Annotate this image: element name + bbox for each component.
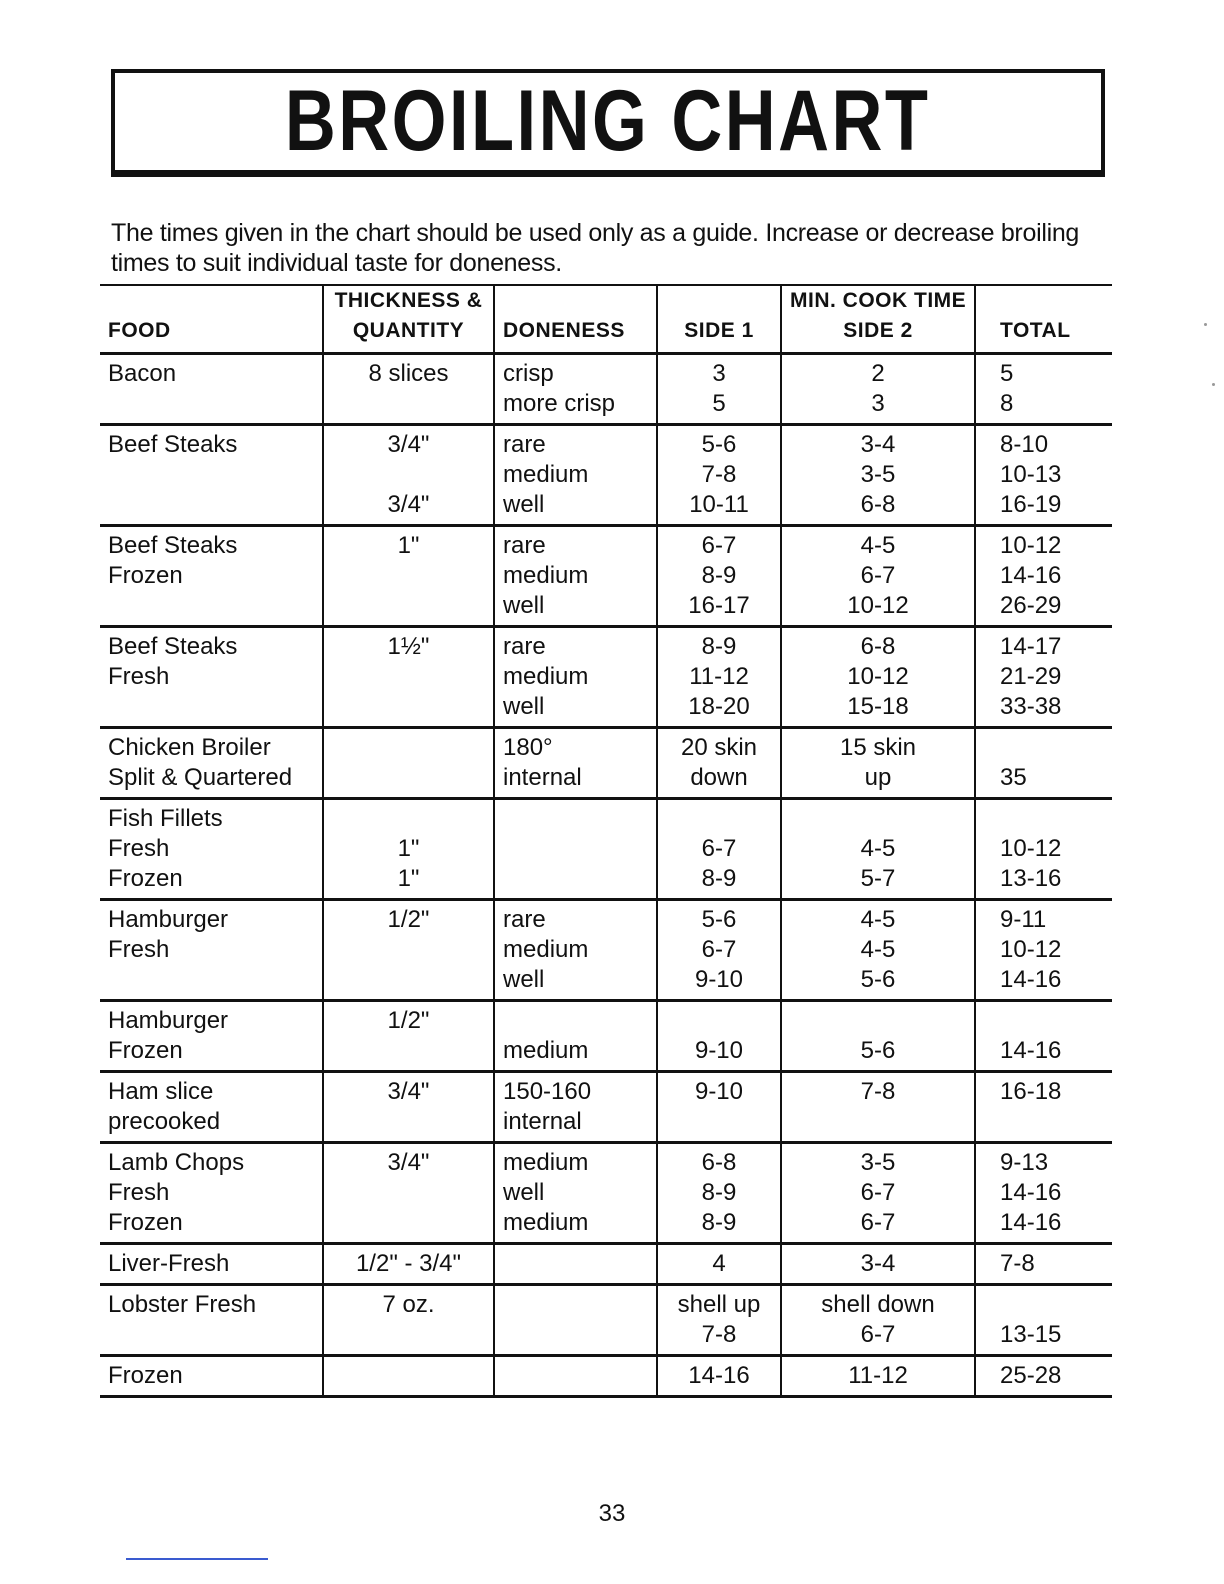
cell-line: 11-12 (848, 1362, 908, 1389)
cell-line (332, 1036, 485, 1066)
cell-line: medium (503, 461, 589, 488)
cell-line: Fresh (108, 663, 170, 690)
doneness-cell (494, 1285, 657, 1356)
thickness-cell (323, 627, 494, 728)
cell-line: shell down (821, 1291, 935, 1318)
side2-cell (781, 1143, 975, 1244)
food-cell (100, 627, 323, 728)
cell-line: 8 (1000, 390, 1014, 417)
cell-line: more crisp (503, 390, 616, 417)
broiling-table (100, 284, 1112, 1398)
header-doneness: DONENESS (494, 285, 657, 354)
cell-line: rare (503, 431, 546, 458)
cell-line: 3/4" (387, 1078, 430, 1105)
cell-line: up (864, 764, 892, 791)
cell-line: Split & Quartered (108, 764, 293, 791)
cell-line (332, 1320, 485, 1350)
cell-line: 4 (712, 1250, 726, 1277)
cell-line: 16-18 (1000, 1078, 1062, 1105)
cell-line (666, 1107, 772, 1137)
food-cell (100, 1285, 323, 1356)
cell-line: 14-16 (1000, 562, 1062, 589)
food-cell (100, 1143, 323, 1244)
doneness-cell (494, 1356, 657, 1397)
cell-line: 6-7 (860, 1209, 896, 1236)
total-cell (975, 1001, 1112, 1072)
cell-line: down (690, 764, 748, 791)
side1-cell (657, 425, 781, 526)
cell-line: Fresh (108, 835, 170, 862)
thickness-cell (323, 425, 494, 526)
total-cell (975, 1285, 1112, 1356)
cell-line: 5-6 (701, 431, 737, 458)
cell-line (108, 389, 314, 419)
table-row (100, 425, 1112, 526)
food-cell (100, 526, 323, 627)
side2-cell (781, 425, 975, 526)
cell-line: 3/4" (387, 491, 430, 518)
cell-line: medium (503, 562, 589, 589)
cell-line: 5 (1000, 360, 1014, 387)
scan-dot (1204, 323, 1207, 326)
cell-line: 10-12 (1000, 532, 1062, 559)
scan-mark (126, 1558, 268, 1560)
cell-line (1000, 733, 1104, 763)
cell-line: 7-8 (701, 461, 737, 488)
table-row (100, 1143, 1112, 1244)
total-cell (975, 1244, 1112, 1285)
cell-line: medium (503, 663, 589, 690)
cell-line: 3 (871, 390, 885, 417)
cell-line: Beef Steaks (108, 633, 238, 660)
cell-line (332, 1208, 485, 1238)
cell-line: Beef Steaks (108, 431, 238, 458)
cell-line (503, 834, 648, 864)
cell-line (1000, 804, 1104, 834)
cell-line: 5 (712, 390, 726, 417)
side1-cell (657, 900, 781, 1001)
table-row (100, 900, 1112, 1001)
cell-line: 14-16 (1000, 1179, 1062, 1206)
cell-line: 8-9 (701, 865, 737, 892)
cell-line: rare (503, 633, 546, 660)
cell-line: 6-8 (860, 633, 896, 660)
cell-line: 11-12 (689, 663, 749, 690)
cell-line: 13-16 (1000, 865, 1062, 892)
cell-line: 4-5 (860, 835, 896, 862)
food-cell (100, 900, 323, 1001)
header-total: TOTAL (975, 285, 1112, 354)
cell-line: rare (503, 906, 546, 933)
page-title: BROILING CHART (285, 73, 931, 169)
page-number: 33 (598, 1500, 626, 1527)
cell-line: 6-7 (860, 1321, 896, 1348)
cell-line: Frozen (108, 865, 183, 892)
table-row (100, 1285, 1112, 1356)
cell-line: 7-8 (860, 1078, 896, 1105)
cell-line: 1" (397, 835, 420, 862)
doneness-cell (494, 900, 657, 1001)
side1-cell (657, 1244, 781, 1285)
cell-line: 16-17 (688, 592, 750, 619)
cell-line: Frozen (108, 1362, 183, 1389)
side1-cell (657, 728, 781, 799)
cell-line: 4-5 (860, 936, 896, 963)
cell-line: 8 slices (368, 360, 449, 387)
thickness-cell (323, 1356, 494, 1397)
thickness-cell (323, 354, 494, 425)
table-row (100, 1244, 1112, 1285)
cell-line: medium (503, 1149, 589, 1176)
cell-line: 21-29 (1000, 663, 1062, 690)
cell-line: well (503, 1179, 545, 1206)
cell-line (790, 1006, 966, 1036)
cell-line: 3-5 (860, 461, 896, 488)
cell-line: 1½" (387, 633, 430, 660)
cell-line: 7-8 (1000, 1250, 1035, 1277)
thickness-cell (323, 728, 494, 799)
cell-line (332, 591, 485, 621)
cell-line: 3/4" (387, 1149, 430, 1176)
doneness-cell (494, 799, 657, 900)
cell-line: Lamb Chops (108, 1149, 245, 1176)
cell-line: 3-5 (860, 1149, 896, 1176)
cell-line (332, 662, 485, 692)
side1-cell (657, 526, 781, 627)
cell-line (332, 1107, 485, 1137)
cell-line: 20 skin (680, 734, 758, 761)
cell-line: 5-6 (860, 1037, 896, 1064)
cell-line: 150-160 (503, 1078, 592, 1105)
cell-line (108, 490, 314, 520)
cell-line: Fresh (108, 1179, 170, 1206)
thickness-cell (323, 526, 494, 627)
cell-line: internal (503, 1108, 582, 1135)
cell-line: 13-15 (1000, 1321, 1062, 1348)
side2-cell (781, 728, 975, 799)
thickness-cell (323, 799, 494, 900)
cell-line: 25-28 (1000, 1362, 1062, 1389)
table-row (100, 1356, 1112, 1397)
thickness-cell (323, 1143, 494, 1244)
side2-cell (781, 526, 975, 627)
doneness-cell (494, 1001, 657, 1072)
cell-line: 6-7 (701, 936, 737, 963)
header-side1: SIDE 1 (657, 285, 781, 354)
doneness-cell (494, 1143, 657, 1244)
cell-line: medium (503, 1037, 589, 1064)
cell-line: 3/4" (387, 431, 430, 458)
cell-line: 1/2" (387, 1007, 430, 1034)
cell-line: well (503, 693, 545, 720)
cell-line: 6-7 (860, 562, 896, 589)
side2-cell (781, 900, 975, 1001)
side2-cell (781, 799, 975, 900)
total-cell (975, 728, 1112, 799)
cell-line: Frozen (108, 1209, 183, 1236)
cell-line (790, 804, 966, 834)
side2-cell (781, 1072, 975, 1143)
cell-line: 15 skin (839, 734, 917, 761)
cell-line: 33-38 (1000, 693, 1062, 720)
cell-line (503, 1249, 648, 1279)
cell-line: 7 oz. (382, 1291, 435, 1318)
thickness-cell (323, 1244, 494, 1285)
cell-line: 16-19 (1000, 491, 1062, 518)
table-body (100, 354, 1112, 1397)
cell-line: 180° (503, 734, 553, 761)
food-cell (100, 354, 323, 425)
cell-line: 1" (397, 532, 420, 559)
thickness-cell (323, 1072, 494, 1143)
table-row (100, 526, 1112, 627)
cell-line: 4-5 (860, 906, 896, 933)
cell-line: 6-7 (701, 835, 737, 862)
header-side2: MIN. COOK TIME SIDE 2 (781, 285, 975, 354)
cell-line: 2 (871, 360, 885, 387)
cell-line: 14-17 (1000, 633, 1062, 660)
cell-line: 26-29 (1000, 592, 1062, 619)
total-cell (975, 1072, 1112, 1143)
doneness-cell (494, 526, 657, 627)
side1-cell (657, 1072, 781, 1143)
cell-line: Chicken Broiler (108, 734, 271, 761)
cell-line: well (503, 966, 545, 993)
cell-line (108, 965, 314, 995)
side2-cell (781, 1001, 975, 1072)
cell-line: 18-20 (688, 693, 750, 720)
total-cell (975, 425, 1112, 526)
side1-cell (657, 1001, 781, 1072)
doneness-cell (494, 1244, 657, 1285)
thickness-cell (323, 1001, 494, 1072)
cell-line: 6-8 (860, 491, 896, 518)
side1-cell (657, 354, 781, 425)
cell-line: 9-11 (1000, 906, 1047, 933)
cell-line: shell up (677, 1291, 761, 1318)
header-row (100, 285, 1112, 354)
cell-line (503, 1361, 648, 1391)
cell-line (108, 1320, 314, 1350)
total-cell (975, 1143, 1112, 1244)
cell-line: Hamburger (108, 1007, 229, 1034)
side2-cell (781, 354, 975, 425)
cell-line: 14-16 (688, 1362, 750, 1389)
cell-line: 35 (1000, 764, 1027, 791)
cell-line (108, 591, 314, 621)
side1-cell (657, 799, 781, 900)
table-row (100, 354, 1112, 425)
cell-line: Hamburger (108, 906, 229, 933)
cell-line: 10-12 (847, 663, 909, 690)
cell-line: 3 (712, 360, 726, 387)
cell-line (332, 692, 485, 722)
cell-line: 8-9 (701, 1179, 737, 1206)
side2-cell (781, 1244, 975, 1285)
cell-line (503, 864, 648, 894)
side2-cell (781, 1356, 975, 1397)
cell-line: precooked (108, 1108, 221, 1135)
cell-line: 10-12 (1000, 835, 1062, 862)
doneness-cell (494, 627, 657, 728)
cell-line: 14-16 (1000, 966, 1062, 993)
cell-line (503, 1290, 648, 1320)
table-row (100, 799, 1112, 900)
cell-line: 9-10 (694, 1078, 744, 1105)
thickness-cell (323, 1285, 494, 1356)
cell-line: 8-9 (701, 1209, 737, 1236)
cell-line (1000, 1290, 1104, 1320)
cell-line: 10-13 (1000, 461, 1062, 488)
cell-line (332, 763, 485, 793)
cell-line: rare (503, 532, 546, 559)
header-thickness: THICKNESS & QUANTITY (323, 285, 494, 354)
cell-line: 4-5 (860, 532, 896, 559)
cell-line (332, 1178, 485, 1208)
cell-line: Fresh (108, 936, 170, 963)
total-cell (975, 354, 1112, 425)
cell-line (332, 965, 485, 995)
cell-line (1000, 1006, 1104, 1036)
food-cell (100, 1356, 323, 1397)
cell-line (666, 804, 772, 834)
cell-line: Bacon (108, 360, 177, 387)
side1-cell (657, 627, 781, 728)
table-row (100, 1072, 1112, 1143)
side1-cell (657, 1143, 781, 1244)
cell-line (332, 935, 485, 965)
cell-line (332, 561, 485, 591)
doneness-cell (494, 354, 657, 425)
cell-line (332, 733, 485, 763)
header-food: FOOD (100, 285, 323, 354)
cell-line (332, 1361, 485, 1391)
side1-cell (657, 1356, 781, 1397)
doneness-cell (494, 1072, 657, 1143)
table-row (100, 1001, 1112, 1072)
cell-line: Liver-Fresh (108, 1250, 230, 1277)
cell-line: 7-8 (701, 1321, 737, 1348)
cell-line: 6-8 (701, 1149, 737, 1176)
cell-line: 15-18 (847, 693, 909, 720)
cell-line: 5-6 (701, 906, 737, 933)
food-cell (100, 728, 323, 799)
cell-line: Ham slice (108, 1078, 214, 1105)
cell-line (503, 1006, 648, 1036)
cell-line (666, 1006, 772, 1036)
cell-line: 6-7 (860, 1179, 896, 1206)
intro-text: The times given in the chart should be used only as a guide. Increase or decrease broiling times to suit individual taste for doneness. (111, 219, 1080, 277)
cell-line (108, 460, 314, 490)
cell-line (503, 804, 648, 834)
cell-line: 10-12 (1000, 936, 1062, 963)
cell-line: medium (503, 1209, 589, 1236)
table-row (100, 728, 1112, 799)
cell-line: 10-12 (847, 592, 909, 619)
thickness-cell (323, 900, 494, 1001)
food-cell (100, 425, 323, 526)
total-cell (975, 900, 1112, 1001)
cell-line: 3-4 (860, 1250, 896, 1277)
cell-line: 9-13 (1000, 1149, 1049, 1176)
side2-cell (781, 1285, 975, 1356)
cell-line: 8-9 (701, 633, 737, 660)
food-cell (100, 799, 323, 900)
cell-line: 10-11 (689, 491, 749, 518)
cell-line (1000, 1107, 1104, 1137)
cell-line: 1/2" - 3/4" (355, 1250, 462, 1277)
cell-line: Beef Steaks (108, 532, 238, 559)
cell-line (332, 460, 485, 490)
cell-line: 14-16 (1000, 1037, 1062, 1064)
cell-line: crisp (503, 360, 554, 387)
cell-line: Frozen (108, 562, 183, 589)
food-cell (100, 1072, 323, 1143)
cell-line: Fish Fillets (108, 805, 223, 832)
cell-line: Lobster Fresh (108, 1291, 257, 1318)
cell-line: 14-16 (1000, 1209, 1062, 1236)
cell-line: 5-7 (860, 865, 896, 892)
cell-line: 9-10 (694, 1037, 744, 1064)
cell-line: medium (503, 936, 589, 963)
table-row (100, 627, 1112, 728)
cell-line: well (503, 592, 545, 619)
total-cell (975, 526, 1112, 627)
cell-line (332, 804, 485, 834)
cell-line (503, 1320, 648, 1350)
side2-cell (781, 627, 975, 728)
total-cell (975, 1356, 1112, 1397)
total-cell (975, 799, 1112, 900)
scan-dot (1212, 383, 1215, 386)
cell-line: 1" (397, 865, 420, 892)
cell-line: 9-10 (694, 966, 744, 993)
side1-cell (657, 1285, 781, 1356)
cell-line: 1/2" (387, 906, 430, 933)
cell-line: 3-4 (860, 431, 896, 458)
cell-line: 6-7 (701, 532, 737, 559)
doneness-cell (494, 728, 657, 799)
cell-line: internal (503, 764, 582, 791)
cell-line: Frozen (108, 1037, 183, 1064)
cell-line: well (503, 491, 545, 518)
cell-line: 8-9 (701, 562, 737, 589)
food-cell (100, 1001, 323, 1072)
cell-line: 8-10 (1000, 431, 1049, 458)
cell-line: 5-6 (860, 966, 896, 993)
doneness-cell (494, 425, 657, 526)
title-box (111, 69, 1105, 177)
cell-line (332, 389, 485, 419)
total-cell (975, 627, 1112, 728)
cell-line (108, 692, 314, 722)
food-cell (100, 1244, 323, 1285)
cell-line (790, 1107, 966, 1137)
